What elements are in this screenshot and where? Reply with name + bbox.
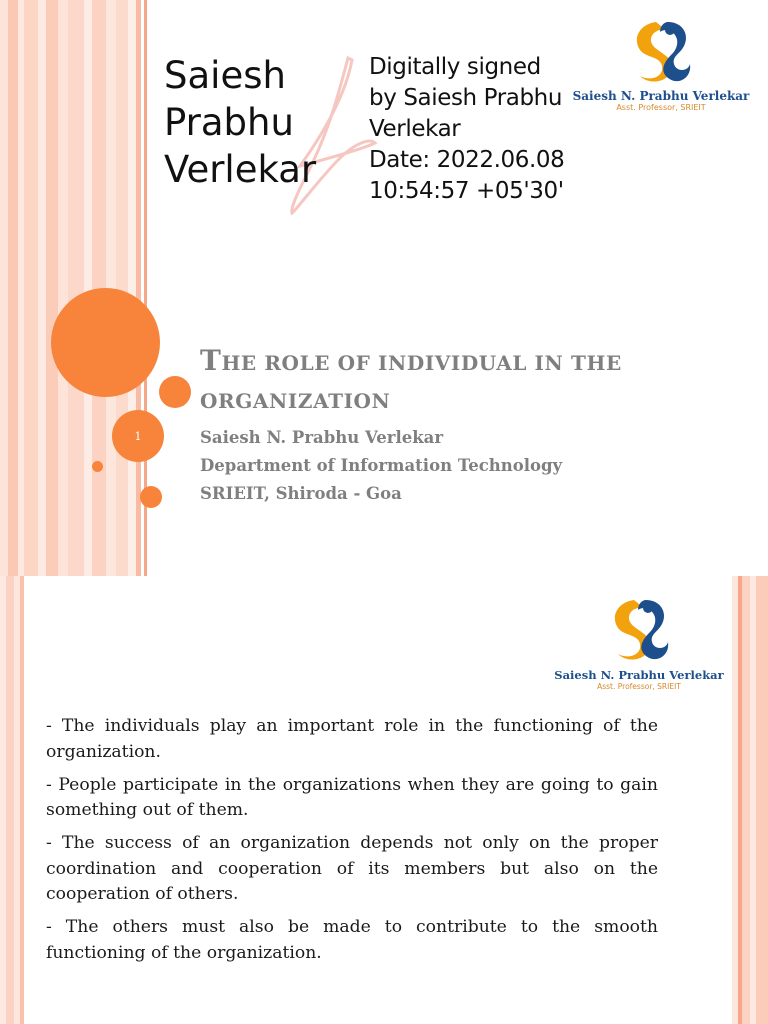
decor-circle-large (51, 288, 160, 397)
title-line1-rest: HE ROLE OF INDIVIDUAL IN THE (221, 351, 622, 375)
decor-circle-small (140, 486, 162, 508)
logo-s-icon (626, 16, 696, 86)
title-line2: ORGANIZATION (200, 389, 391, 413)
logo (566, 16, 756, 112)
right-stripes (732, 576, 768, 1024)
signature-detail-line: Verlekar (369, 116, 461, 142)
slide-title (200, 342, 740, 420)
signer-name-line: Prabhu (164, 101, 294, 144)
body-paragraph: - People participate in the organizations when they are going to gain something out of them. (46, 774, 658, 820)
signer-name-line: Saiesh (164, 54, 286, 97)
decor-circle-tiny (92, 461, 103, 472)
title-initial: T (200, 344, 222, 377)
body-paragraph: - The others must also be made to contribute to the smooth functioning of the organization. (46, 917, 658, 963)
logo-subtitle: Asst. Professor, SRIEIT (597, 682, 681, 691)
signature-detail-line: by Saiesh Prabhu (369, 85, 562, 111)
signature-detail-line: Date: 2022.06.08 (369, 147, 565, 173)
left-stripes (0, 576, 26, 1024)
signer-name (164, 52, 316, 193)
logo-name: Saiesh N. Prabhu Verlekar (554, 668, 724, 682)
logo (546, 594, 732, 691)
slide-body (46, 714, 658, 974)
decor-circle-medium (159, 376, 191, 408)
signature-detail-line: 10:54:57 +05'30' (369, 178, 564, 204)
content-slide (0, 576, 768, 1024)
logo-name: Saiesh N. Prabhu Verlekar (572, 89, 750, 103)
subtitle-line: Saiesh N. Prabhu Verlekar (200, 428, 444, 447)
body-paragraph: - The success of an organization depends not only on the proper coordination and cooperation of its members but also on the cooperation of others. (46, 833, 658, 904)
subtitle-line: SRIEIT, Shiroda - Goa (200, 484, 402, 503)
signature-details (369, 52, 564, 207)
logo-subtitle: Asst. Professor, SRIEIT (616, 103, 706, 112)
slide-subtitle (200, 424, 562, 508)
signer-name-line: Verlekar (164, 148, 317, 191)
subtitle-line: Department of Information Technology (200, 456, 563, 475)
left-stripes (0, 0, 150, 576)
logo-s-icon (604, 594, 674, 664)
slide-number: 1 (112, 410, 164, 462)
signature-detail-line: Digitally signed (369, 54, 541, 80)
body-paragraph: - The individuals play an important role in the functioning of the organization. (46, 716, 658, 762)
